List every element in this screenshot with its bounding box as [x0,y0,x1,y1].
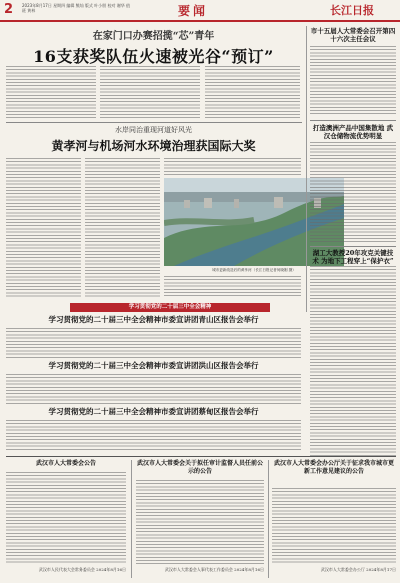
top-story-headline: 16支获奖队伍火速被光谷“预订” [33,47,274,66]
report-3 [6,408,301,416]
report-2 [6,362,301,370]
report-1-body [6,328,301,358]
notice-3-title: 武汉市人大常委会办公厅关于征求我市城市更新工作意见建议的公告 [273,460,394,475]
page-number: 2 [4,2,14,17]
report-3-body [6,420,301,450]
dateline: 2023年8月17日 星期四 编辑 熊灿 版式 叶小朋 校对 谢华 值班 黄林 [22,3,130,13]
report-3-headline: 学习贯彻党的二十届三中全会精神市委宣讲团蔡甸区报告会举行 [48,407,259,416]
top-story-kicker: 在家门口办赛招揽“芯”青年 [92,31,215,42]
brief1-body [310,46,396,116]
brief2 [310,124,396,140]
brief2-headline: 打造澳洲产品中国集散地 武汉仓储物流优势明显 [312,124,394,140]
column-divider [268,460,269,578]
top-story-body-col2 [100,66,200,118]
env-story [6,125,301,154]
brief3-headline: 湖工大教授20年攻克关键技术 为地下工程穿上“保护衣” [312,249,394,265]
env-story-body-col2 [85,158,160,298]
divider [310,120,396,121]
top-story-body-col3 [205,66,300,118]
divider [6,122,302,123]
notice-1-body [6,472,126,564]
report-1-headline: 学习贯彻党的二十届三中全会精神市委宣讲团青山区报告会举行 [48,315,259,324]
notice-1-sign: 武汉市人民代表大会常务委员会 2024年8月16日 [38,567,126,572]
env-story-headline: 黄孝河与机场河水环境治理获国际大奖 [51,139,256,153]
top-story [6,27,301,67]
notice-3 [272,460,396,476]
env-story-body-col3 [164,158,301,176]
report-1 [6,316,301,324]
brief3-body [310,266,396,456]
masthead-logo: 长江日报 [330,4,374,17]
notice-2-sign: 武汉市人大常委会人事代表工作委员会 2024年8月16日 [164,567,264,572]
notice-3-body [272,488,396,564]
page-header [0,0,400,22]
column-divider [306,26,307,312]
notice-3-sign: 武汉市人大常委会办公厅 2024年8月17日 [320,567,396,572]
brief3 [310,249,396,265]
section-title: 要闻 [178,4,209,18]
env-story-body-col1 [6,158,81,298]
section-banner: 学习贯彻党的二十届三中全会精神 [70,303,270,312]
notice-1 [6,460,126,468]
notice-2-title: 武汉市人大常委会关于拟任审计监督人员任前公示的公告 [136,460,263,475]
report-2-body [6,374,301,404]
env-story-body-col4 [164,276,301,298]
divider [310,246,396,247]
notice-1-title: 武汉市人大常委会公告 [35,460,96,467]
divider [6,456,396,457]
notice-2 [136,460,264,476]
brief1 [310,27,396,43]
env-story-kicker: 水岸同治重现河道好风光 [115,126,192,134]
report-2-headline: 学习贯彻党的二十届三中全会精神市委宣讲团洪山区报告会举行 [48,361,259,370]
top-story-body-col1 [6,66,96,118]
photo-caption: 城市更新改造后的黄孝河（长江日报记者何晓刚 摄） [212,268,296,272]
notice-2-body [136,480,264,564]
brief1-headline: 市十五届人大常委会召开第四十六次主任会议 [310,27,396,43]
column-divider [131,460,132,578]
brief2-body [310,142,396,242]
